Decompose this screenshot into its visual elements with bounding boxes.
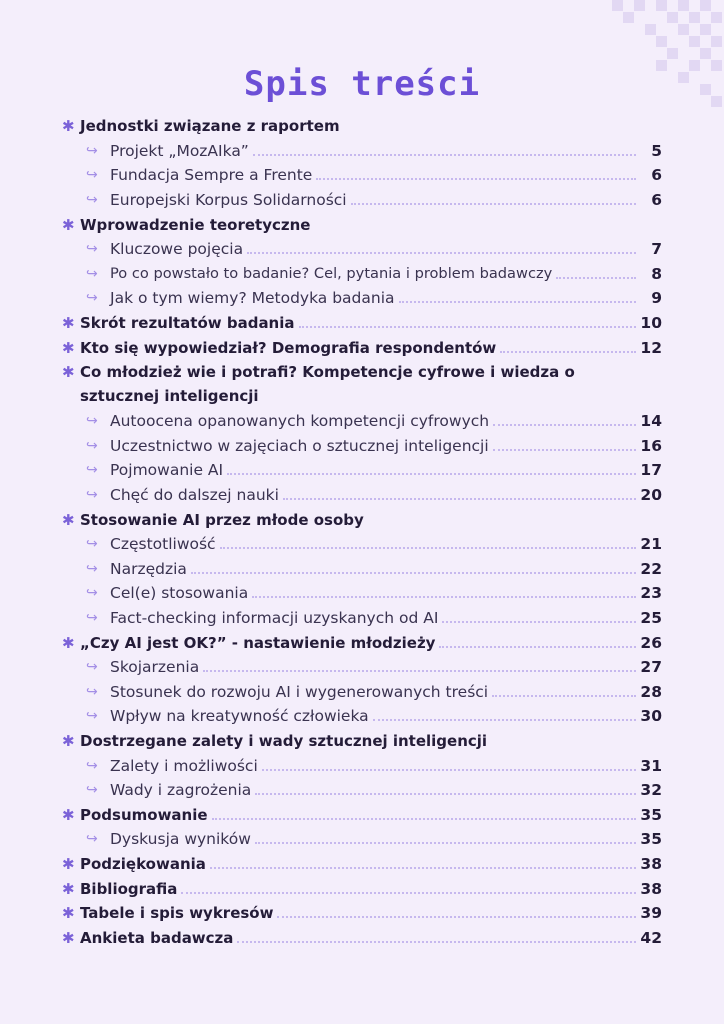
toc-page-number: 21 <box>640 535 662 554</box>
toc-subsection[interactable] <box>62 655 662 680</box>
toc-subsection[interactable] <box>62 458 662 483</box>
dot-leader <box>351 203 636 205</box>
asterisk-icon: ✱ <box>62 117 75 136</box>
dot-leader <box>247 252 636 254</box>
page-title: Spis treści <box>243 64 481 104</box>
dot-leader <box>210 867 636 869</box>
toc-page-number: 6 <box>651 166 662 185</box>
toc-page-number: 22 <box>640 559 662 578</box>
toc-label: Stosunek do rozwoju AI i wygenerowanych treści <box>110 682 489 701</box>
toc-subsection[interactable] <box>62 139 662 164</box>
toc-page-number: 32 <box>640 781 662 800</box>
toc-page-number: 35 <box>640 830 662 849</box>
curved-arrow-icon: ↪ <box>86 659 98 676</box>
toc-label: Fundacja Sempre a Frente <box>110 166 313 185</box>
toc-page-number: 30 <box>640 707 662 726</box>
curved-arrow-icon: ↪ <box>86 462 98 479</box>
toc-label: Wady i zagrożenia <box>110 781 252 800</box>
toc-page-number: 38 <box>640 879 662 898</box>
toc-page-number: 42 <box>640 928 662 947</box>
dot-leader <box>277 916 636 918</box>
toc-subsection[interactable] <box>62 606 662 631</box>
dot-leader <box>442 621 636 623</box>
dot-leader <box>283 498 636 500</box>
toc-subsection[interactable] <box>62 704 662 729</box>
curved-arrow-icon: ↪ <box>86 831 98 848</box>
dot-leader <box>493 449 636 451</box>
asterisk-icon: ✱ <box>62 314 75 333</box>
dot-leader <box>439 646 636 648</box>
toc-label: Tabele i spis wykresów <box>80 904 274 923</box>
toc-page-number: 17 <box>640 461 662 480</box>
toc-page-number: 25 <box>640 608 662 627</box>
asterisk-icon: ✱ <box>62 215 75 234</box>
toc-label: Kto się wypowiedział? Demografia respondentów <box>80 338 497 357</box>
toc-section[interactable] <box>62 729 662 754</box>
dot-leader <box>316 178 636 180</box>
table-of-contents <box>62 114 662 950</box>
toc-label: Chęć do dalszej nauki <box>110 486 279 505</box>
toc-section[interactable] <box>62 114 662 139</box>
toc-page-number: 20 <box>640 486 662 505</box>
asterisk-icon: ✱ <box>62 731 75 750</box>
dot-leader <box>493 424 636 426</box>
dot-leader <box>181 892 636 894</box>
toc-page-number: 26 <box>640 633 662 652</box>
dot-leader <box>299 326 636 328</box>
curved-arrow-icon: ↪ <box>86 536 98 553</box>
curved-arrow-icon: ↪ <box>86 142 98 159</box>
toc-page-number: 8 <box>651 264 662 283</box>
toc-page-number: 31 <box>640 756 662 775</box>
dot-leader <box>253 154 636 156</box>
dot-leader <box>237 941 636 943</box>
toc-label: Cel(e) stosowania <box>110 584 249 603</box>
toc-label: Pojmowanie AI <box>110 461 224 480</box>
toc-section[interactable] <box>62 876 662 901</box>
curved-arrow-icon: ↪ <box>86 167 98 184</box>
dot-leader <box>500 351 636 353</box>
asterisk-icon: ✱ <box>62 633 75 652</box>
toc-subsection[interactable] <box>62 778 662 803</box>
toc-subsection[interactable] <box>62 483 662 508</box>
dot-leader <box>556 277 636 279</box>
dot-leader <box>191 572 636 574</box>
toc-subsection[interactable] <box>62 434 662 459</box>
curved-arrow-icon: ↪ <box>86 782 98 799</box>
curved-arrow-icon: ↪ <box>86 683 98 700</box>
toc-label: Ankieta badawcza <box>80 928 234 947</box>
toc-page-number: 28 <box>640 682 662 701</box>
toc-page-number: 6 <box>651 191 662 210</box>
toc-label: Jednostki związane z raportem <box>80 117 340 136</box>
toc-label: Zalety i możliwości <box>110 756 258 775</box>
toc-subsection[interactable] <box>62 262 662 287</box>
toc-label: Po co powstało to badanie? Cel, pytania i problem badawczy <box>110 265 553 283</box>
toc-subsection[interactable] <box>62 557 662 582</box>
toc-section[interactable] <box>62 335 662 360</box>
toc-section[interactable] <box>62 925 662 950</box>
asterisk-icon: ✱ <box>62 338 75 357</box>
toc-label: Jak o tym wiemy? Metodyka badania <box>110 289 395 308</box>
toc-page-number: 27 <box>640 658 662 677</box>
toc-page-number: 10 <box>640 314 662 333</box>
dot-leader <box>373 719 636 721</box>
toc-section[interactable] <box>62 802 662 827</box>
dot-leader <box>203 670 636 672</box>
dot-leader <box>252 596 636 598</box>
toc-label: Częstotliwość <box>110 535 216 554</box>
dot-leader <box>220 547 636 549</box>
asterisk-icon: ✱ <box>62 510 75 529</box>
curved-arrow-icon: ↪ <box>86 290 98 307</box>
toc-label: Narzędzia <box>110 559 187 578</box>
curved-arrow-icon: ↪ <box>86 585 98 602</box>
dot-leader <box>212 818 636 820</box>
toc-section[interactable] <box>62 212 662 237</box>
toc-section[interactable] <box>62 901 662 926</box>
toc-page-number: 23 <box>640 584 662 603</box>
toc-subsection[interactable] <box>62 237 662 262</box>
toc-label: Podziękowania <box>80 854 206 873</box>
toc-label: Wpływ na kreatywność człowieka <box>110 707 369 726</box>
toc-label: Stosowanie AI przez młode osoby <box>80 510 364 529</box>
toc-section[interactable] <box>62 311 662 336</box>
asterisk-icon: ✱ <box>62 879 75 898</box>
toc-label: Skrót rezultatów badania <box>80 314 295 333</box>
toc-page-number: 5 <box>651 141 662 160</box>
toc-subsection[interactable] <box>62 827 662 852</box>
toc-section[interactable] <box>62 852 662 877</box>
curved-arrow-icon: ↪ <box>86 413 98 430</box>
toc-label: Dyskusja wyników <box>110 830 251 849</box>
toc-page-number: 7 <box>651 240 662 259</box>
toc-label: Bibliografia <box>80 879 178 898</box>
dot-leader <box>255 842 636 844</box>
asterisk-icon: ✱ <box>62 805 75 824</box>
toc-page-number: 39 <box>640 904 662 923</box>
toc-subsection[interactable] <box>62 581 662 606</box>
asterisk-icon: ✱ <box>62 854 75 873</box>
toc-label: Podsumowanie <box>80 805 208 824</box>
toc-page-number: 38 <box>640 854 662 873</box>
curved-arrow-icon: ↪ <box>86 560 98 577</box>
toc-subsection[interactable] <box>62 286 662 311</box>
asterisk-icon: ✱ <box>62 362 75 381</box>
toc-section[interactable] <box>62 360 662 409</box>
curved-arrow-icon: ↪ <box>86 265 98 282</box>
curved-arrow-icon: ↪ <box>86 241 98 258</box>
toc-label: Europejski Korpus Solidarności <box>110 191 347 210</box>
toc-label: Skojarzenia <box>110 658 200 677</box>
toc-label: Wprowadzenie teoretyczne <box>80 215 311 234</box>
curved-arrow-icon: ↪ <box>86 609 98 626</box>
toc-page-number: 16 <box>640 436 662 455</box>
toc-page-number: 12 <box>640 338 662 357</box>
curved-arrow-icon: ↪ <box>86 192 98 209</box>
toc-page-number: 35 <box>640 805 662 824</box>
toc-subsection[interactable] <box>62 163 662 188</box>
toc-section[interactable] <box>62 630 662 655</box>
toc-label: Uczestnictwo w zajęciach o sztucznej inteligencji <box>110 436 489 455</box>
dot-leader <box>399 301 636 303</box>
dot-leader <box>227 473 636 475</box>
toc-label: „Czy AI jest OK?” - nastawienie młodzieży <box>80 633 436 652</box>
toc-page-number: 14 <box>640 412 662 431</box>
toc-label: Dostrzegane zalety i wady sztucznej inteligencji <box>80 731 488 750</box>
toc-subsection[interactable] <box>62 753 662 778</box>
toc-label: Autoocena opanowanych kompetencji cyfrowych <box>110 412 490 431</box>
curved-arrow-icon: ↪ <box>86 708 98 725</box>
curved-arrow-icon: ↪ <box>86 437 98 454</box>
dot-leader <box>492 695 636 697</box>
asterisk-icon: ✱ <box>62 928 75 947</box>
toc-label: Fact-checking informacji uzyskanych od AI <box>110 608 439 627</box>
toc-page-number: 9 <box>651 289 662 308</box>
toc-section[interactable] <box>62 507 662 532</box>
asterisk-icon: ✱ <box>62 904 75 923</box>
curved-arrow-icon: ↪ <box>86 487 98 504</box>
dot-leader <box>255 793 636 795</box>
toc-label: Kluczowe pojęcia <box>110 240 244 259</box>
toc-subsection[interactable] <box>62 679 662 704</box>
toc-subsection[interactable] <box>62 188 662 213</box>
dot-leader <box>262 769 636 771</box>
toc-label: Co młodzież wie i potrafi? Kompetencje cyfrowe i wiedza o sztucznej inteligencji <box>80 362 575 405</box>
toc-label: Projekt „MozAIka” <box>110 141 249 160</box>
toc-subsection[interactable] <box>62 532 662 557</box>
toc-subsection[interactable] <box>62 409 662 434</box>
curved-arrow-icon: ↪ <box>86 757 98 774</box>
